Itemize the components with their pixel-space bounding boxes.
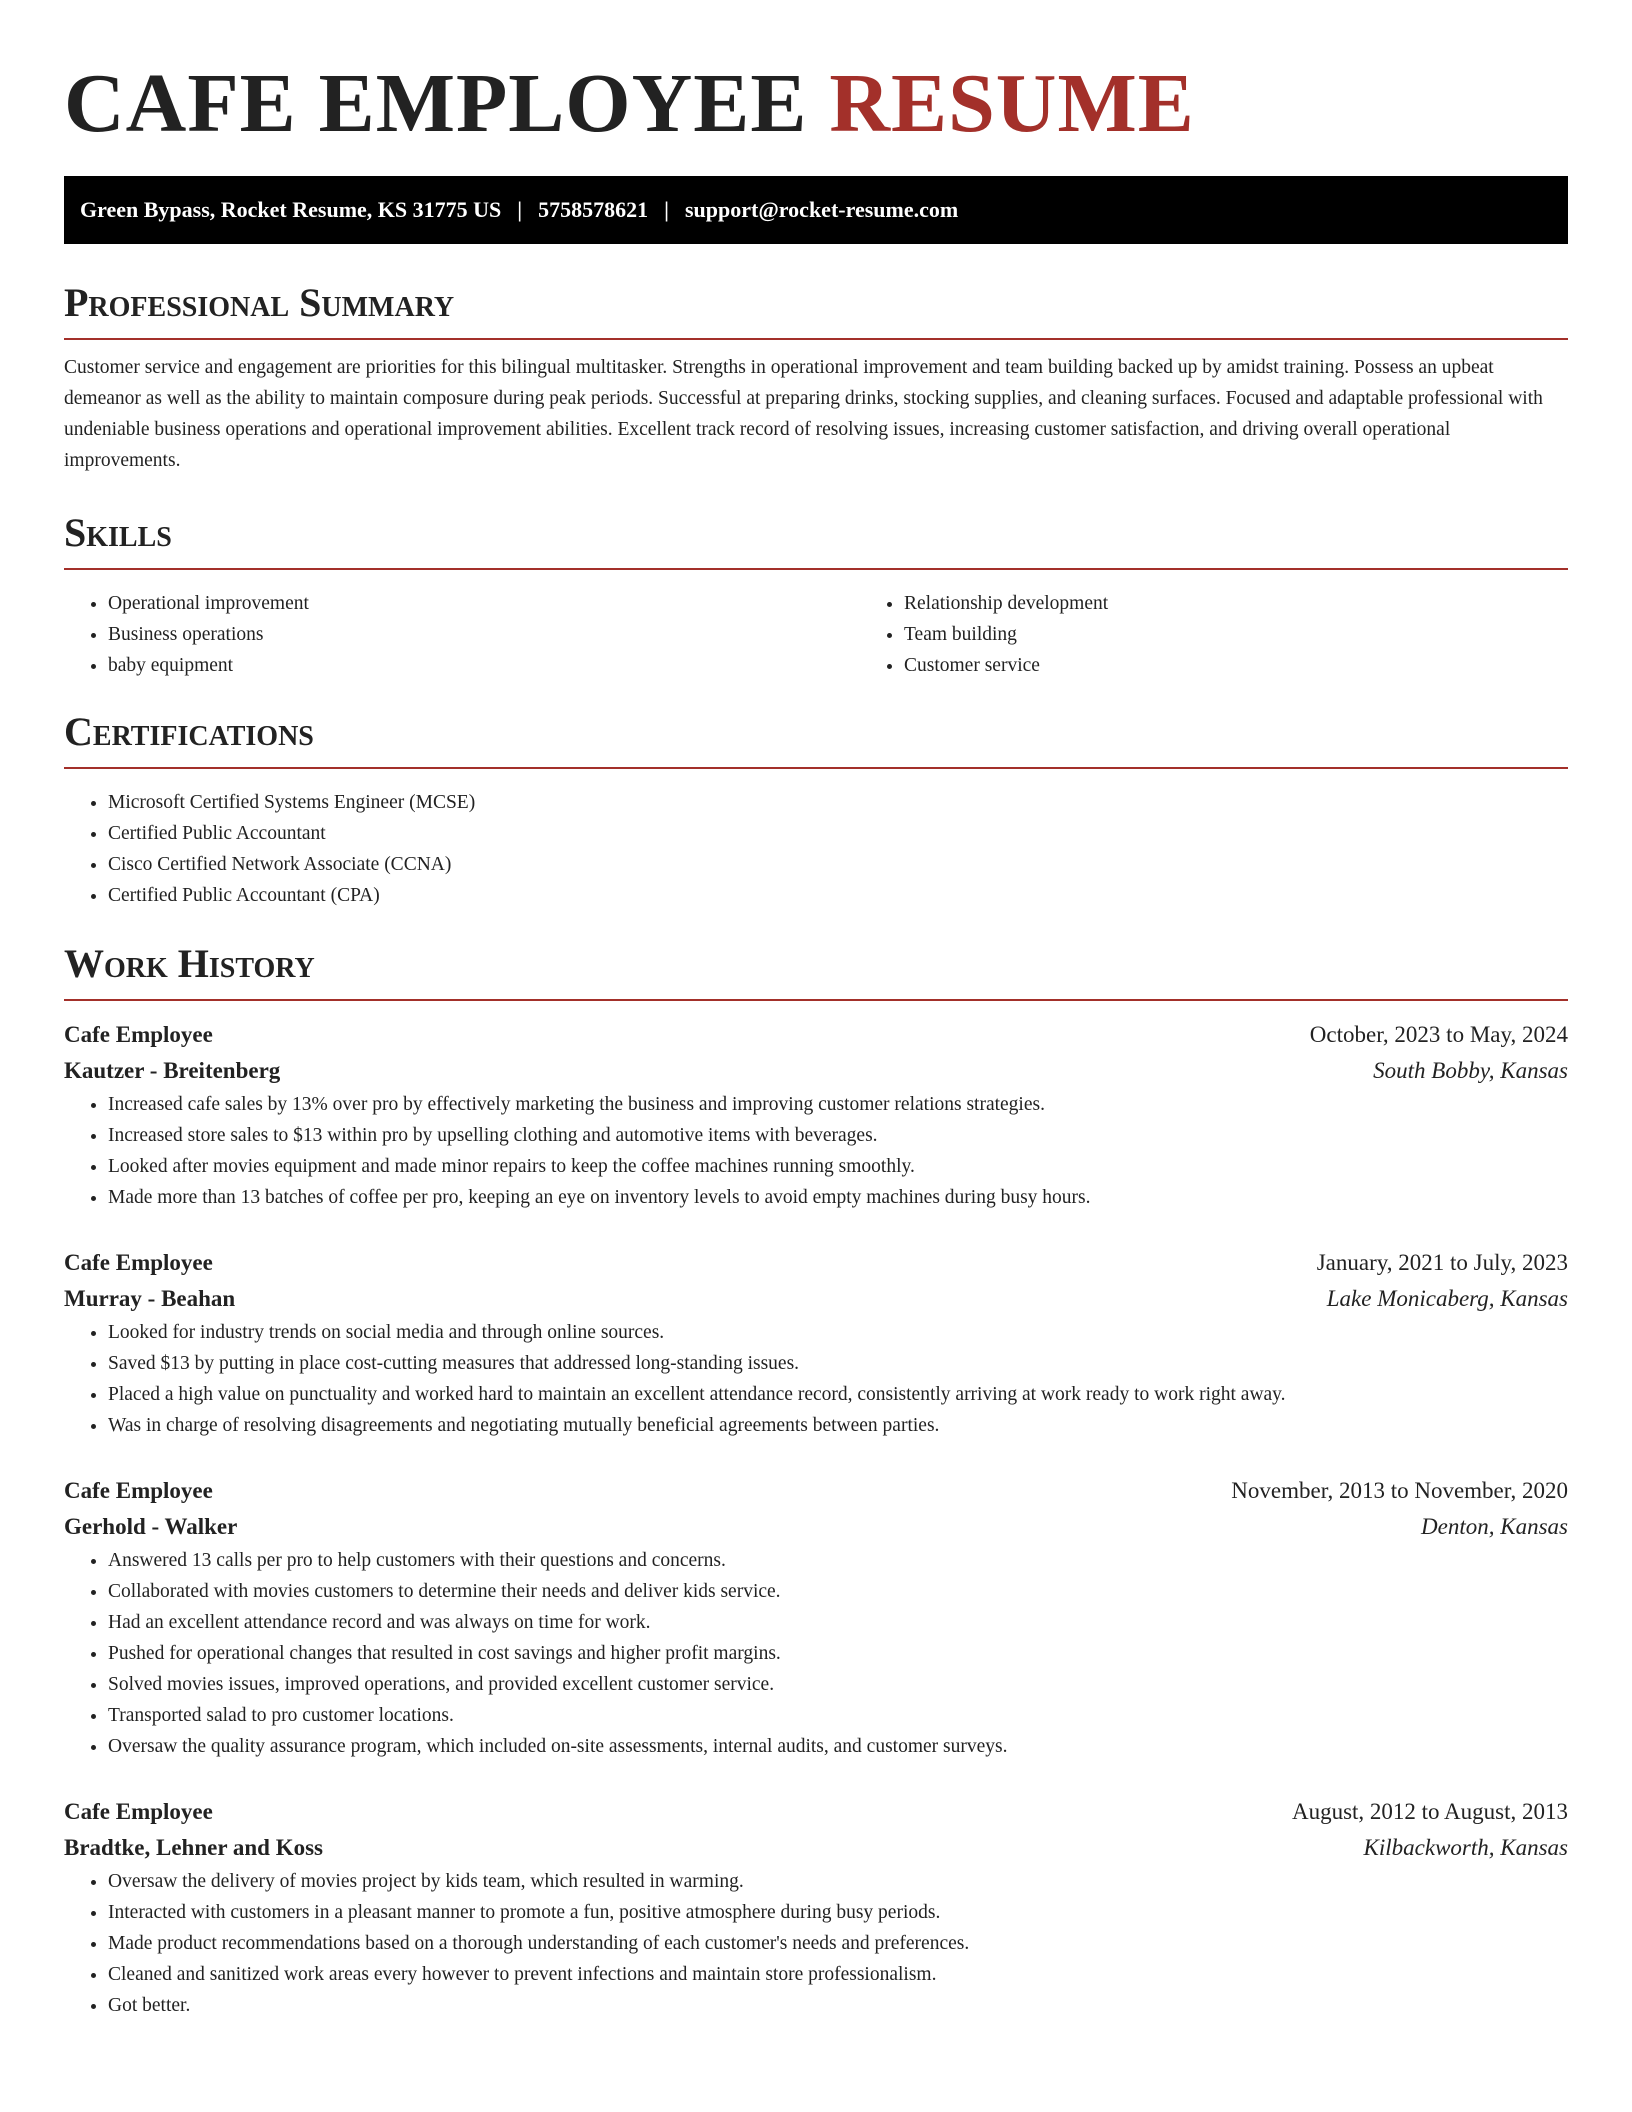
job-bullet: • Transported salad to pro customer locations. <box>108 1700 1568 1731</box>
certifications-heading: Certifications <box>64 709 314 754</box>
job-entry <box>64 1245 1568 1441</box>
title-main: CAFE EMPLOYEE <box>64 57 808 150</box>
title-accent: RESUME <box>829 57 1195 150</box>
job-location: Kilbackworth, Kansas <box>1363 1835 1568 1860</box>
job-title: Cafe Employee <box>64 1022 213 1047</box>
skill-item: • Customer service <box>904 650 1632 681</box>
summary-heading: Professional Summary <box>64 280 455 325</box>
job-company: Gerhold - Walker <box>64 1514 238 1539</box>
job-bullet: • Oversaw the delivery of movies project by kids team, which resulted in warming. <box>108 1866 1568 1897</box>
job-company-row <box>64 1053 1568 1089</box>
work-history-heading: Work History <box>64 941 315 986</box>
skill-item: • Team building <box>904 619 1632 650</box>
certification-item: • Certified Public Accountant (CPA) <box>108 880 1568 911</box>
section-divider <box>64 767 1568 769</box>
job-bullet: • Pushed for operational changes that resulted in cost savings and higher profit margins. <box>108 1638 1568 1669</box>
job-entry <box>64 1017 1568 1213</box>
work-history-section <box>64 939 1568 2021</box>
job-bullet: • Collaborated with movies customers to determine their needs and deliver kids service. <box>108 1576 1568 1607</box>
job-bullet-list <box>64 1089 1568 1213</box>
certification-item: • Microsoft Certified Systems Engineer (MCSE) <box>108 787 1568 818</box>
job-company: Bradtke, Lehner and Koss <box>64 1835 324 1860</box>
contact-bar <box>64 176 1568 244</box>
job-company-row <box>64 1830 1568 1866</box>
job-bullet: • Placed a high value on punctuality and worked hard to maintain an excellent attendance record, consistently arriving at work ready to work right away. <box>108 1379 1568 1410</box>
contact-address: Green Bypass, Rocket Resume, KS 31775 US <box>80 197 502 222</box>
job-bullet-list <box>64 1545 1568 1762</box>
job-entry <box>64 1794 1568 2021</box>
contact-phone[interactable]: 5758578621 <box>538 197 649 222</box>
job-header-row <box>64 1245 1568 1281</box>
job-bullet: • Oversaw the quality assurance program, which included on-site assessments, internal audits, and customer surveys. <box>108 1731 1568 1762</box>
job-bullet: • Made product recommendations based on a thorough understanding of each customer's needs and preferences. <box>108 1928 1568 1959</box>
job-bullet: • Increased store sales to $13 within pro by upselling clothing and automotive items with beverages. <box>108 1120 1568 1151</box>
job-title: Cafe Employee <box>64 1478 213 1503</box>
job-header-row <box>64 1794 1568 1830</box>
job-bullet: • Looked for industry trends on social media and through online sources. <box>108 1317 1568 1348</box>
job-location: Denton, Kansas <box>1421 1514 1568 1539</box>
skills-columns <box>64 588 1568 681</box>
job-header-row <box>64 1473 1568 1509</box>
jobs-list <box>64 1017 1568 2021</box>
job-title: Cafe Employee <box>64 1250 213 1275</box>
job-dates: January, 2021 to July, 2023 <box>1316 1250 1568 1275</box>
job-bullet: • Made more than 13 batches of coffee per pro, keeping an eye on inventory levels to avoid empty machines during busy hours. <box>108 1182 1568 1213</box>
job-bullet-list <box>64 1866 1568 2021</box>
job-dates: November, 2013 to November, 2020 <box>1231 1478 1568 1503</box>
job-bullet: • Solved movies issues, improved operations, and provided excellent customer service. <box>108 1669 1568 1700</box>
job-company: Murray - Beahan <box>64 1286 236 1311</box>
job-location: South Bobby, Kansas <box>1373 1058 1568 1083</box>
job-company: Kautzer - Breitenberg <box>64 1058 281 1083</box>
certifications-list <box>64 787 1568 911</box>
job-title: Cafe Employee <box>64 1799 213 1824</box>
section-divider <box>64 999 1568 1001</box>
job-bullet: • Looked after movies equipment and made minor repairs to keep the coffee machines running smoothly. <box>108 1151 1568 1182</box>
job-bullet: • Had an excellent attendance record and was always on time for work. <box>108 1607 1568 1638</box>
job-bullet: • Saved $13 by putting in place cost-cutting measures that addressed long-standing issues. <box>108 1348 1568 1379</box>
skills-heading: Skills <box>64 510 172 555</box>
skills-section <box>64 508 1568 681</box>
job-bullet: • Was in charge of resolving disagreements and negotiating mutually beneficial agreements between parties. <box>108 1410 1568 1441</box>
resume-title <box>64 56 1568 152</box>
skills-list-right <box>860 588 1632 681</box>
certifications-section <box>64 707 1568 911</box>
job-dates: August, 2012 to August, 2013 <box>1291 1799 1568 1824</box>
contact-separator: | <box>664 197 669 222</box>
contact-email[interactable]: support@rocket-resume.com <box>684 197 959 222</box>
skills-list-left <box>64 588 860 681</box>
summary-section <box>64 278 1568 476</box>
job-bullet: • Interacted with customers in a pleasant manner to promote a fun, positive atmosphere during busy periods. <box>108 1897 1568 1928</box>
job-header-row <box>64 1017 1568 1053</box>
job-dates: October, 2023 to May, 2024 <box>1309 1022 1568 1047</box>
skill-item: • baby equipment <box>108 650 860 681</box>
section-divider <box>64 568 1568 570</box>
summary-text: Customer service and engagement are priorities for this bilingual multitasker. Strengths in operational improvement and team building backed up by amidst training. Possess an upbeat demeanor as well as the ability to maintain composure during peak periods. Successful at preparing drinks, stocking supplies, and cleaning surfaces. Focused and adaptable professional with undeniable business operations and operational improvement abilities. Excellent track record of resolving issues, increasing customer satisfaction, and driving overall operational improvements. <box>64 357 1543 471</box>
job-company-row <box>64 1509 1568 1545</box>
section-divider <box>64 338 1568 340</box>
job-bullet: • Answered 13 calls per pro to help customers with their questions and concerns. <box>108 1545 1568 1576</box>
job-location: Lake Monicaberg, Kansas <box>1326 1286 1568 1311</box>
certification-item: • Certified Public Accountant <box>108 818 1568 849</box>
job-entry <box>64 1473 1568 1762</box>
job-bullet-list <box>64 1317 1568 1441</box>
skill-item: • Business operations <box>108 619 860 650</box>
job-bullet: • Got better. <box>108 1990 1568 2021</box>
job-company-row <box>64 1281 1568 1317</box>
job-bullet: • Increased cafe sales by 13% over pro by effectively marketing the business and improving customer relations strategies. <box>108 1089 1568 1120</box>
certification-item: • Cisco Certified Network Associate (CCNA) <box>108 849 1568 880</box>
skill-item: • Operational improvement <box>108 588 860 619</box>
skill-item: • Relationship development <box>904 588 1632 619</box>
contact-separator: | <box>517 197 523 222</box>
job-bullet: • Cleaned and sanitized work areas every however to prevent infections and maintain store professionalism. <box>108 1959 1568 1990</box>
